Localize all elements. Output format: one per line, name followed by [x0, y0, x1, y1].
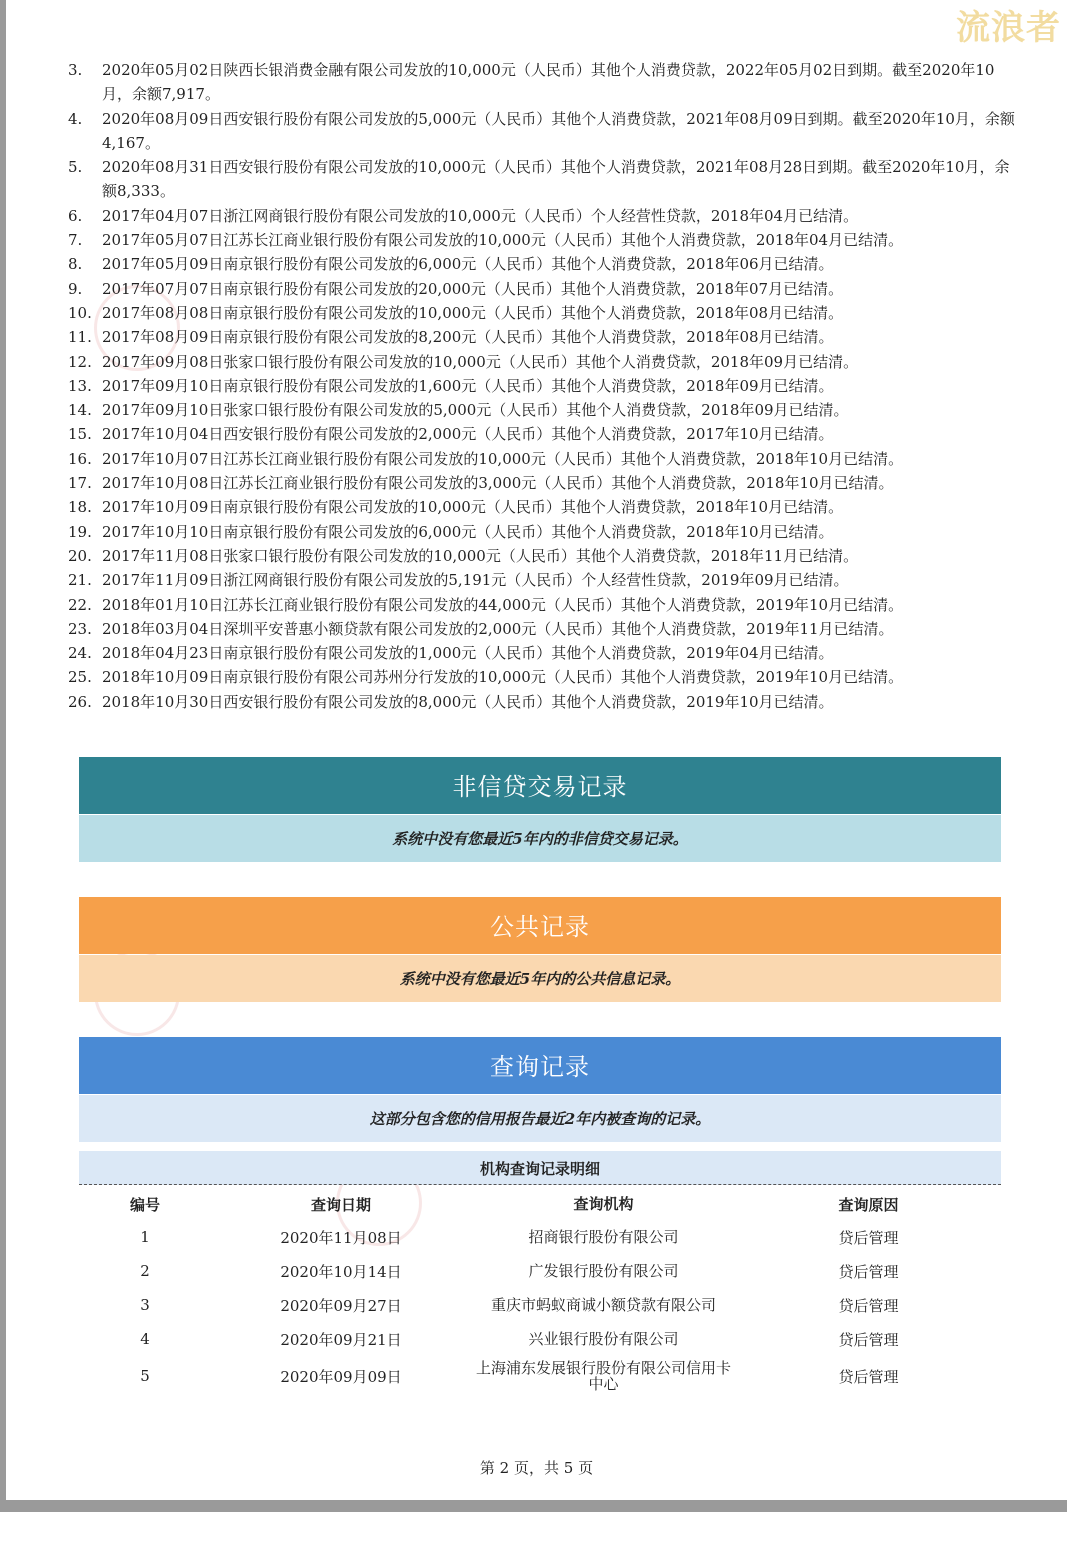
loan-item: 15. 2017年10月04日西安银行股份有限公司发放的2,000元（人民币）其他个人消费贷款，2017年10月已结清。: [68, 425, 834, 444]
loan-item: 11. 2017年08月09日南京银行股份有限公司发放的8,200元（人民币）其他个人消费贷款，2018年08月已结清。: [68, 328, 834, 347]
cell-reason: 贷后管理: [838, 1262, 899, 1281]
loan-item: 17. 2017年10月08日江苏长江商业银行股份有限公司发放的3,000元（人民币）其他个人消费贷款，2018年10月已结清。: [68, 474, 894, 493]
non-credit-note: 系统中没有您最近5年内的非信贷交易记录。: [79, 815, 1001, 862]
loan-item: 13. 2017年09月10日南京银行股份有限公司发放的1,600元（人民币）其他个人消费贷款，2018年09月已结清。: [68, 376, 834, 395]
non-credit-title: 非信贷交易记录: [79, 757, 1001, 814]
loan-item: 21. 2017年11月09日浙江网商银行股份有限公司发放的5,191元（人民币）个人经营性贷款，2019年09月已结清。: [68, 571, 849, 590]
table-row: [79, 1356, 1001, 1396]
table-header-row: [79, 1188, 1001, 1220]
table-row: [79, 1220, 1001, 1254]
cell-date: 2020年11月08日: [280, 1228, 402, 1247]
loan-item: 19. 2017年10月10日南京银行股份有限公司发放的6,000元（人民币）其他个人消费贷款，2018年10月已结清。: [68, 522, 834, 541]
loan-item: 20. 2017年11月08日张家口银行股份有限公司发放的10,000元（人民币）其他个人消费贷款，2018年11月已结清。: [68, 546, 859, 565]
cell-org: 上海浦东发展银行股份有限公司信用卡中心: [475, 1359, 731, 1393]
cell-reason: 贷后管理: [838, 1296, 899, 1315]
query-table-title: 机构查询记录明细: [79, 1151, 1001, 1185]
page-number: 第 2 页，共 5 页: [479, 1459, 594, 1477]
header-reason: 查询原因: [838, 1195, 899, 1214]
loan-item: 4. 2020年08月09日西安银行股份有限公司发放的5,000元（人民币）其他个人消费贷款，2021年08月09日到期。截至2020年10月，余额4,167。: [68, 109, 1015, 152]
loan-item: 22. 2018年01月10日江苏长江商业银行股份有限公司发放的44,000元（人民币）其他个人消费贷款，2019年10月已结清。: [68, 595, 904, 614]
cell-no: 2: [140, 1262, 150, 1280]
cell-no: 1: [140, 1228, 150, 1246]
bottom-strip: [0, 1512, 1067, 1553]
loan-item: 3. 2020年05月02日陕西长银消费金融有限公司发放的10,000元（人民币）其他个人消费贷款，2022年05月02日到期。截至2020年10月，余额7,917。: [68, 61, 995, 104]
loan-item: 25. 2018年10月09日南京银行股份有限公司苏州分行发放的10,000元（人民币）其他个人消费贷款，2019年10月已结清。: [68, 668, 904, 687]
loan-item: 10. 2017年08月08日南京银行股份有限公司发放的10,000元（人民币）其他个人消费贷款，2018年08月已结清。: [68, 303, 844, 322]
cell-org: 招商银行股份有限公司: [528, 1228, 679, 1246]
loan-item: 7. 2017年05月07日江苏长江商业银行股份有限公司发放的10,000元（人民币）其他个人消费贷款，2018年04月已结清。: [68, 231, 904, 250]
cell-no: 4: [140, 1330, 150, 1348]
loan-item: 24. 2018年04月23日南京银行股份有限公司发放的1,000元（人民币）其他个人消费贷款，2019年04月已结清。: [68, 644, 834, 663]
query-record-note: 这部分包含您的信用报告最近2年内被查询的记录。: [79, 1095, 1001, 1142]
query-record-title: 查询记录: [79, 1037, 1001, 1094]
loan-item: 16. 2017年10月07日江苏长江商业银行股份有限公司发放的10,000元（人民币）其他个人消费贷款，2018年10月已结清。: [68, 449, 904, 468]
table-row: [79, 1288, 1001, 1322]
header-date: 查询日期: [310, 1195, 371, 1214]
report-page: [6, 0, 1067, 1500]
loan-item: 9. 2017年07月07日南京银行股份有限公司发放的20,000元（人民币）其他个人消费贷款，2018年07月已结清。: [68, 279, 844, 298]
cell-no: 3: [140, 1296, 150, 1314]
cell-org: 重庆市蚂蚁商诚小额贷款有限公司: [490, 1296, 716, 1314]
cell-reason: 贷后管理: [838, 1367, 899, 1386]
cell-reason: 贷后管理: [838, 1228, 899, 1247]
query-table: [79, 1188, 1001, 1396]
table-row: [79, 1254, 1001, 1288]
loan-item: 8. 2017年05月09日南京银行股份有限公司发放的6,000元（人民币）其他个人消费贷款，2018年06月已结清。: [68, 255, 834, 274]
cell-reason: 贷后管理: [838, 1330, 899, 1349]
table-row: [79, 1322, 1001, 1356]
corner-watermark: 流浪者: [956, 8, 1061, 48]
cell-org: 兴业银行股份有限公司: [528, 1330, 679, 1348]
header-no: 编号: [129, 1195, 160, 1214]
loan-item: 23. 2018年03月04日深圳平安普惠小额贷款有限公司发放的2,000元（人民币）其他个人消费贷款，2019年11月已结清。: [68, 619, 894, 638]
public-record-note: 系统中没有您最近5年内的公共信息记录。: [79, 955, 1001, 1002]
loan-item: 6. 2017年04月07日浙江网商银行股份有限公司发放的10,000元（人民币）个人经营性贷款，2018年04月已结清。: [68, 206, 859, 225]
loan-list: [68, 58, 1018, 714]
loan-item: 5. 2020年08月31日西安银行股份有限公司发放的10,000元（人民币）其他个人消费贷款，2021年08月28日到期。截至2020年10月，余额8,333。: [68, 158, 1010, 201]
cell-no: 5: [140, 1367, 150, 1385]
cell-org: 广发银行股份有限公司: [528, 1262, 679, 1280]
loan-item: 14. 2017年09月10日张家口银行股份有限公司发放的5,000元（人民币）其他个人消费贷款，2018年09月已结清。: [68, 401, 849, 420]
cell-date: 2020年09月21日: [280, 1330, 402, 1349]
loan-item: 18. 2017年10月09日南京银行股份有限公司发放的10,000元（人民币）其他个人消费贷款，2018年10月已结清。: [68, 498, 844, 517]
cell-date: 2020年09月09日: [280, 1367, 402, 1386]
loan-item: 12. 2017年09月08日张家口银行股份有限公司发放的10,000元（人民币）其他个人消费贷款，2018年09月已结清。: [68, 352, 859, 371]
cell-date: 2020年09月27日: [280, 1296, 402, 1315]
public-record-title: 公共记录: [79, 897, 1001, 954]
loan-item: 26. 2018年10月30日西安银行股份有限公司发放的8,000元（人民币）其他个人消费贷款，2019年10月已结清。: [68, 692, 834, 711]
header-org: 查询机构: [573, 1195, 634, 1213]
cell-date: 2020年10月14日: [280, 1262, 402, 1281]
